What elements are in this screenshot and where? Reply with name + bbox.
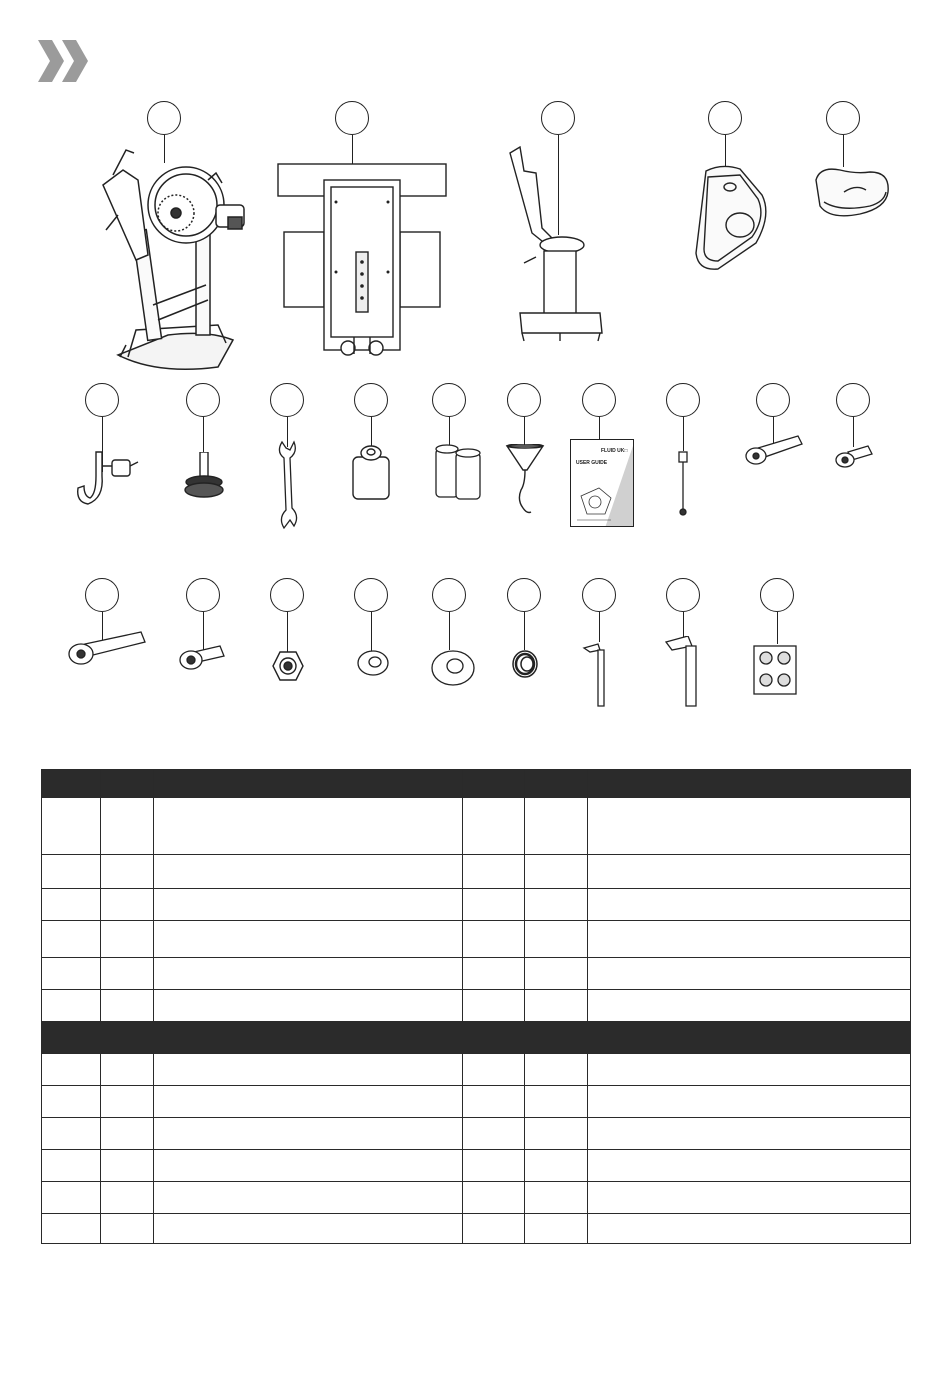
callout-circle [836,383,870,417]
table-row [42,1182,911,1214]
long-bolt-small-illustration [742,432,804,468]
callout-circle [85,578,119,612]
base-frame-illustration [276,162,448,360]
table-row [42,855,911,889]
callout-circle [826,101,860,135]
callout-circle [507,578,541,612]
callout-circle [582,578,616,612]
callout-circle [354,383,388,417]
pin-rod-illustration [674,450,692,518]
seat-post-stand-illustration [502,143,612,351]
callout-circle [760,578,794,612]
double-chevron-icon [38,40,90,82]
leader-line [683,417,684,451]
seat-cushion-illustration [810,162,892,220]
leader-line [203,417,204,452]
leader-line [287,612,288,654]
leader-line [371,612,372,652]
parts-list-table [41,769,911,1244]
callout-circle [432,578,466,612]
water-bottle-illustration [349,443,393,501]
funnel-illustration [505,444,545,516]
main-frame-illustration [98,135,258,375]
large-allen-key-illustration [664,636,704,708]
batteries-illustration [432,443,484,501]
table-row [42,921,911,958]
table-header-row [42,770,911,798]
leader-line [853,417,854,447]
table-section-row [42,1022,911,1054]
table-row [42,1118,911,1150]
long-bolt-illustration [65,626,147,668]
leader-line [352,135,353,165]
callout-circle [708,101,742,135]
table-row [42,1150,911,1182]
callout-circle [666,383,700,417]
leader-line [599,612,600,642]
callout-circle [147,101,181,135]
small-washer-illustration [356,648,390,678]
leader-line [599,417,600,439]
callout-circle [432,383,466,417]
leader-line [449,417,450,445]
user-guide-booklet [570,439,634,527]
seat-pad-illustration [688,165,770,273]
leader-line [449,612,450,650]
booklet-title-text: USER GUIDE [576,460,608,466]
callout-circle [270,383,304,417]
callout-circle [666,578,700,612]
booklet-brand-text: FLUID UK□ [601,448,628,454]
table-row [42,1086,911,1118]
hook-knob-illustration [74,446,142,510]
short-bolt-illustration [178,640,228,674]
table-row [42,889,911,921]
table-row [42,1214,911,1244]
short-bolt-small-illustration [834,444,874,470]
callout-circle [582,383,616,417]
open-end-wrench-illustration [274,440,304,530]
leader-line [524,612,525,650]
adhesive-pads-illustration [752,644,798,696]
leader-line [524,417,525,445]
callout-circle [186,578,220,612]
callout-circle [541,101,575,135]
callout-circle [507,383,541,417]
large-washer-illustration [430,648,476,688]
callout-circle [354,578,388,612]
callout-circle [756,383,790,417]
leveling-foot-illustration [183,452,225,502]
small-allen-key-illustration [582,642,608,708]
callout-circle [270,578,304,612]
table-row [42,990,911,1022]
callout-circle [186,383,220,417]
table-row [42,958,911,990]
table-row [42,1054,911,1086]
lock-nut-illustration [272,650,304,682]
callout-circle [85,383,119,417]
spring-washer-illustration [510,648,540,680]
leader-line [777,612,778,644]
table-row [42,798,911,855]
callout-circle [335,101,369,135]
